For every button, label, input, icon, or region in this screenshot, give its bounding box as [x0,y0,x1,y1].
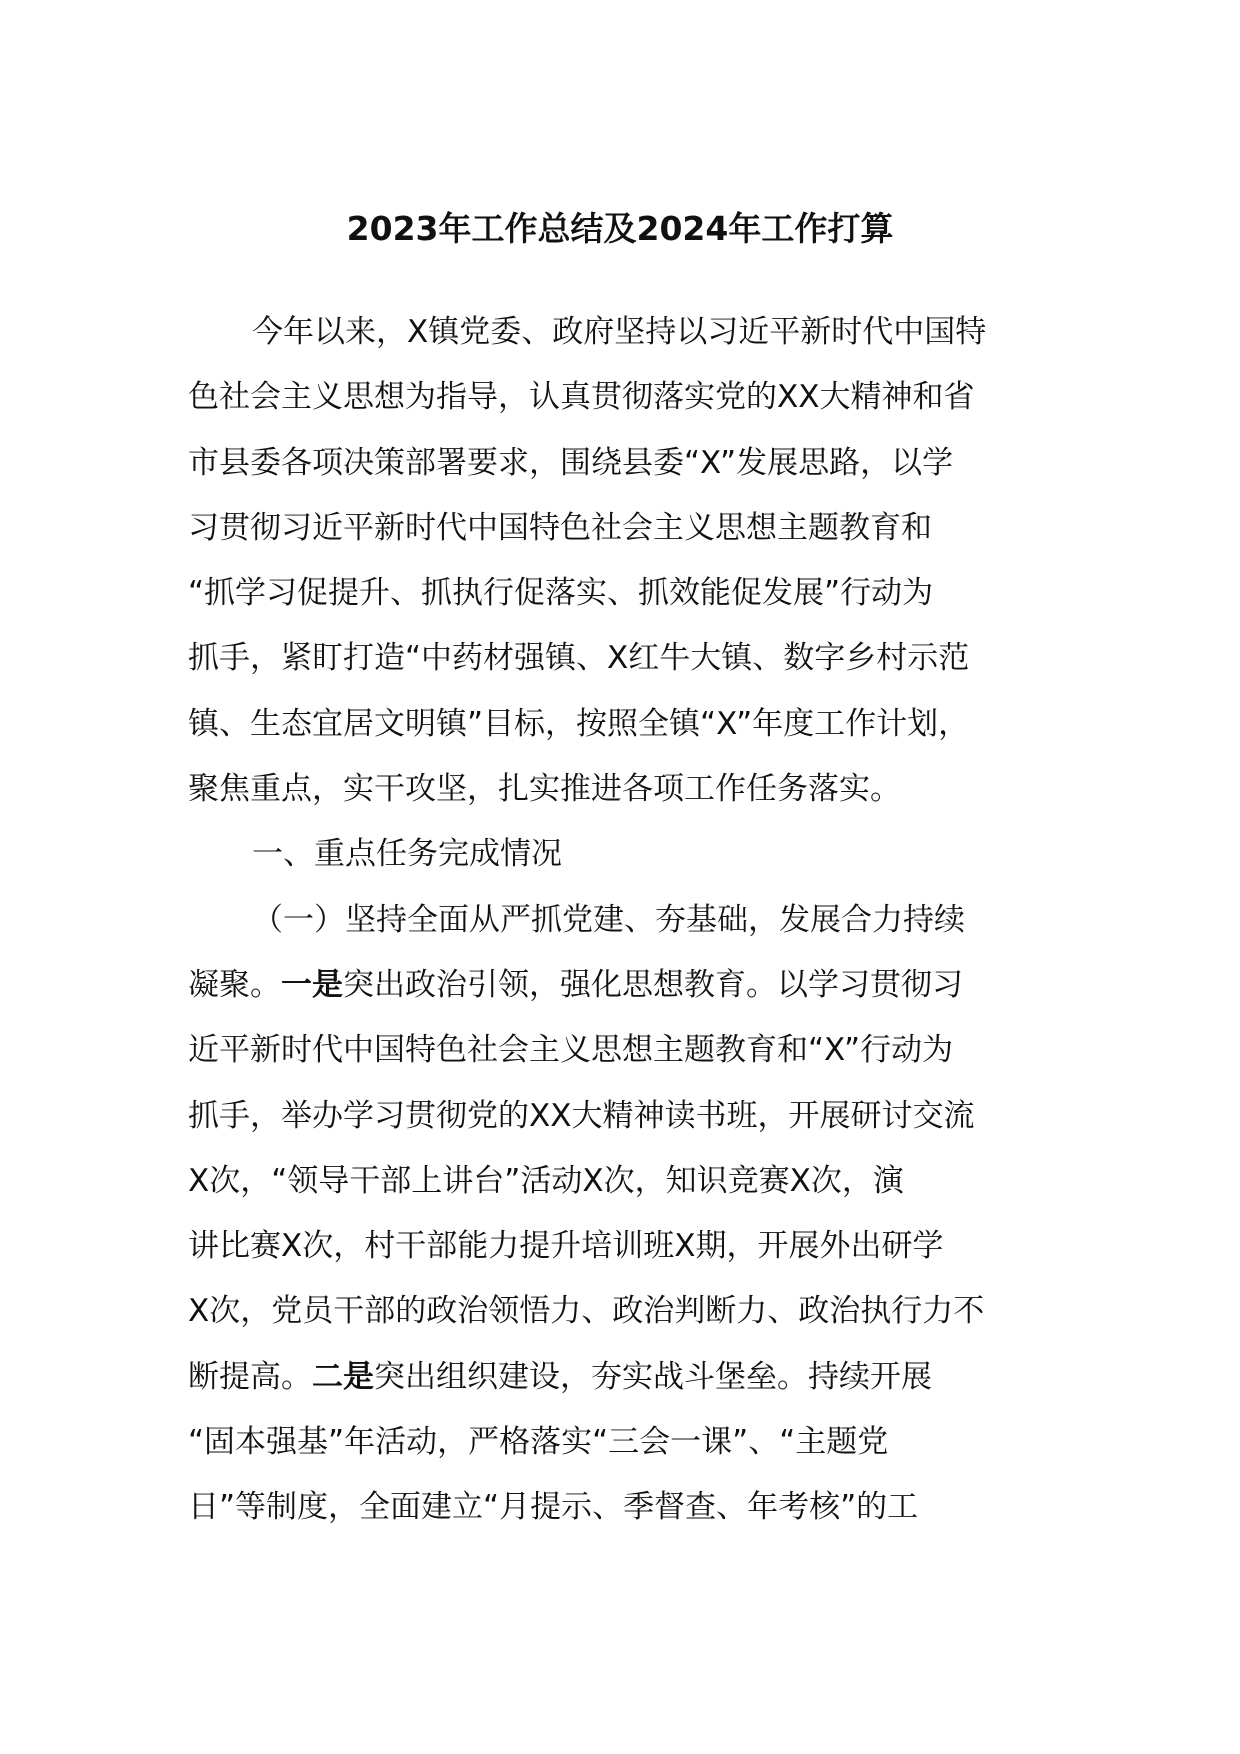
text-line [188,1345,1058,1410]
text-line: 今年以来，X镇党委、政府坚持以习近平新时代中国特 [252,314,987,350]
text-line: 习贯彻习近平新时代中国特色社会主义思想主题教育和 [188,509,932,546]
text-line: “固本强基”年活动，严格落实“三会一课”、“主题党 [188,1424,889,1461]
text-line: 抓手，紧盯打造“中药材强镇、X红牛大镇、数字乡村示范 [188,640,970,677]
section-heading: 一、重点任务完成情况 [252,836,562,873]
text-segment: 突出组织建设，夯实战斗堡垒。持续开展 [374,1358,932,1395]
text-segment: 凝聚。 [188,966,281,1003]
text-line: 日”等制度，全面建立“月提示、季督查、年考核”的工 [188,1489,919,1526]
subsection-heading: （一）坚持全面从严抓党建、夯基础，发展合力持续 [252,901,965,938]
text-line: X次，党员干部的政治领悟力、政治判断力、政治执行力不 [188,1293,985,1330]
bold-lead-phrase: 二是 [312,1358,374,1395]
bold-lead-phrase: 一是 [281,966,343,1003]
text-line: “抓学习促提升、抓执行促落实、抓效能促发展”行动为 [188,575,934,612]
text-line [188,953,1058,1018]
text-line: X次，“领导干部上讲台”活动X次，知识竞赛X次，演 [188,1162,904,1199]
text-line: 聚焦重点，实干攻坚，扎实推进各项工作任务落实。 [188,771,901,808]
text-line: 抓手，举办学习贯彻党的XX大精神读书班，开展研讨交流 [188,1097,975,1134]
text-segment: 突出政治引领，强化思想教育。以学习贯彻习 [343,966,963,1003]
text-line: 色社会主义思想为指导，认真贯彻落实党的XX大精神和省 [188,379,975,416]
text-segment: 断提高。 [188,1358,312,1395]
text-line: 近平新时代中国特色社会主义思想主题教育和“X”行动为 [188,1032,954,1069]
text-line: 讲比赛X次，村干部能力提升培训班X期，开展外出研学 [188,1228,944,1265]
text-line: 市县委各项决策部署要求，围绕县委“X”发展思路，以学 [188,444,954,481]
document-title: 2023年工作总结及2024年工作打算 [346,209,894,248]
text-line: 镇、生态宜居文明镇”目标，按照全镇“X”年度工作计划， [188,705,970,742]
document-body [188,300,1058,1541]
